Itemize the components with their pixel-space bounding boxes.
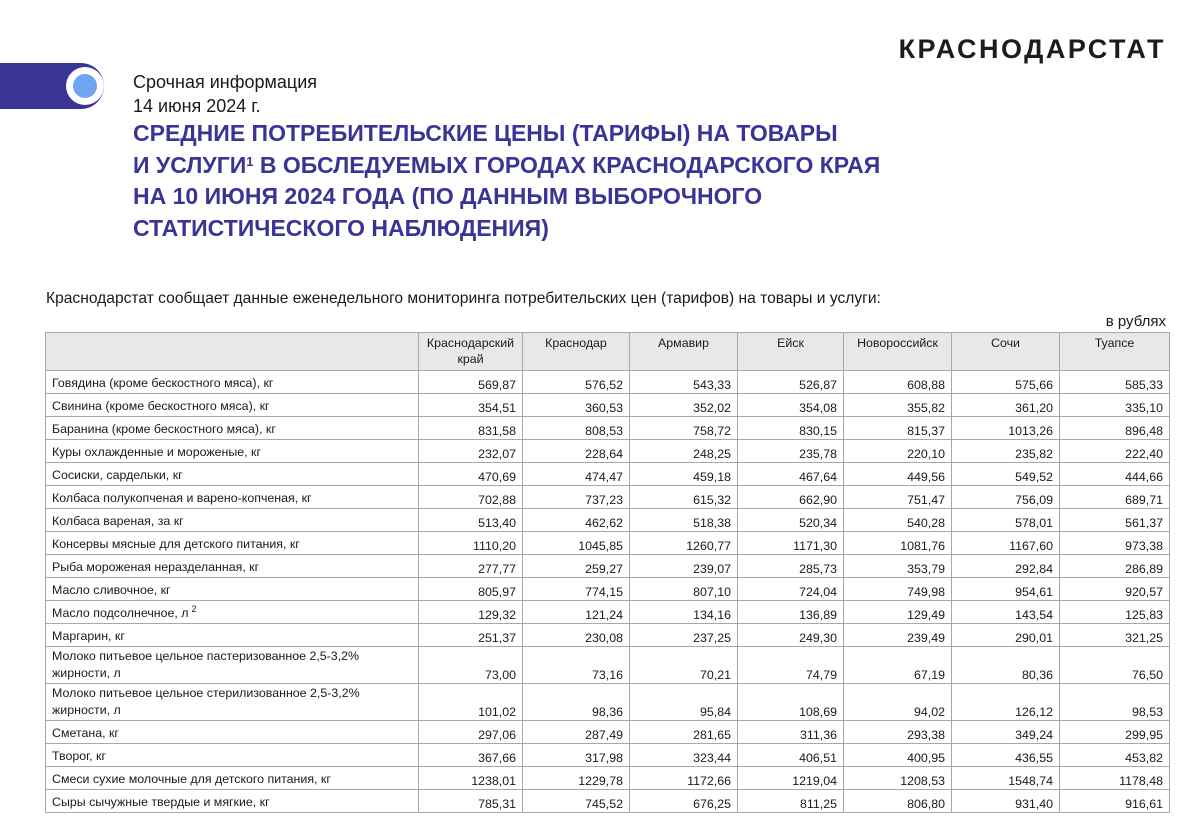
prices-table: [45, 332, 1170, 813]
price-cell: 920,57: [1060, 578, 1170, 601]
price-cell: 321,25: [1060, 624, 1170, 647]
price-cell: 248,25: [630, 440, 738, 463]
table-row: [46, 532, 1170, 555]
price-cell: 1172,66: [630, 767, 738, 790]
item-name-cell: [46, 509, 419, 532]
price-cell: 299,95: [1060, 721, 1170, 744]
item-name-cell: [46, 578, 419, 601]
price-cell: 354,08: [738, 394, 844, 417]
price-cell: 1013,26: [952, 417, 1060, 440]
price-cell: 676,25: [630, 790, 738, 813]
price-cell: 805,97: [419, 578, 523, 601]
column-header: Ейск: [738, 333, 844, 371]
item-name-cell: [46, 721, 419, 744]
price-cell: 1178,48: [1060, 767, 1170, 790]
price-cell: 287,49: [523, 721, 630, 744]
item-name: Творог, кг: [52, 749, 106, 763]
price-cell: 108,69: [738, 684, 844, 721]
price-cell: 292,84: [952, 555, 1060, 578]
table-row: [46, 578, 1170, 601]
price-cell: 543,33: [630, 371, 738, 394]
price-cell: 73,00: [419, 647, 523, 684]
table-row: [46, 721, 1170, 744]
price-cell: 578,01: [952, 509, 1060, 532]
krasnodarstat-logo: КРАСНОДАРСТАТ: [898, 34, 1166, 64]
price-cell: 251,37: [419, 624, 523, 647]
table-row: [46, 790, 1170, 813]
price-cell: 831,58: [419, 417, 523, 440]
price-cell: 355,82: [844, 394, 952, 417]
price-cell: 235,78: [738, 440, 844, 463]
price-cell: 94,02: [844, 684, 952, 721]
price-cell: 745,52: [523, 790, 630, 813]
price-cell: 785,31: [419, 790, 523, 813]
table-row: [46, 463, 1170, 486]
title-line-2: [133, 150, 1033, 182]
item-name: Куры охлажденные и мороженые, кг: [52, 445, 261, 459]
price-cell: 549,52: [952, 463, 1060, 486]
price-cell: 896,48: [1060, 417, 1170, 440]
price-cell: 1171,30: [738, 532, 844, 555]
price-cell: 297,06: [419, 721, 523, 744]
price-cell: 585,33: [1060, 371, 1170, 394]
price-cell: 353,79: [844, 555, 952, 578]
price-cell: 235,82: [952, 440, 1060, 463]
price-cell: 444,66: [1060, 463, 1170, 486]
table-row: [46, 767, 1170, 790]
price-cell: 689,71: [1060, 486, 1170, 509]
price-cell: 815,37: [844, 417, 952, 440]
table-row: [46, 601, 1170, 624]
item-name: Свинина (кроме бескостного мяса), кг: [52, 399, 270, 413]
price-cell: 830,15: [738, 417, 844, 440]
price-cell: 1081,76: [844, 532, 952, 555]
unit-label: в рублях: [1105, 313, 1166, 330]
price-cell: 259,27: [523, 555, 630, 578]
price-cell: 973,38: [1060, 532, 1170, 555]
price-cell: 232,07: [419, 440, 523, 463]
price-cell: 98,53: [1060, 684, 1170, 721]
column-header: Армавир: [630, 333, 738, 371]
price-cell: 808,53: [523, 417, 630, 440]
price-cell: 1110,20: [419, 532, 523, 555]
price-cell: 286,89: [1060, 555, 1170, 578]
price-cell: 751,47: [844, 486, 952, 509]
item-name-cell: [46, 417, 419, 440]
title-line-4: СТАТИСТИЧЕСКОГО НАБЛЮДЕНИЯ): [133, 214, 549, 241]
item-name-cell: [46, 744, 419, 767]
price-cell: 916,61: [1060, 790, 1170, 813]
price-cell: 931,40: [952, 790, 1060, 813]
title-line-1: СРЕДНИЕ ПОТРЕБИТЕЛЬСКИЕ ЦЕНЫ (ТАРИФЫ) НА ТОВАРЫ: [133, 120, 838, 146]
item-name: Сыры сычужные твердые и мягкие, кг: [52, 795, 270, 809]
price-cell: 608,88: [844, 371, 952, 394]
price-cell: 323,44: [630, 744, 738, 767]
item-name-cell: [46, 486, 419, 509]
price-cell: 349,24: [952, 721, 1060, 744]
price-cell: 569,87: [419, 371, 523, 394]
item-name: Колбаса полукопченая и варено-копченая, кг: [52, 491, 312, 505]
column-header-item: [46, 333, 419, 371]
price-cell: 361,20: [952, 394, 1060, 417]
item-name-cell: [46, 532, 419, 555]
price-cell: 470,69: [419, 463, 523, 486]
item-name: Консервы мясные для детского питания, кг: [52, 537, 300, 551]
table-row: [46, 394, 1170, 417]
table-row: [46, 624, 1170, 647]
price-cell: 129,49: [844, 601, 952, 624]
title-line-3: НА 10 ИЮНЯ 2024 ГОДА (ПО ДАННЫМ ВЫБОРОЧНОГО: [133, 183, 763, 209]
price-cell: 1167,60: [952, 532, 1060, 555]
price-cell: 474,47: [523, 463, 630, 486]
price-cell: 774,15: [523, 578, 630, 601]
price-cell: 134,16: [630, 601, 738, 624]
column-header: Новороссийск: [844, 333, 952, 371]
price-cell: 70,21: [630, 647, 738, 684]
price-cell: 222,40: [1060, 440, 1170, 463]
price-cell: 1260,77: [630, 532, 738, 555]
price-cell: 811,25: [738, 790, 844, 813]
price-cell: 1229,78: [523, 767, 630, 790]
price-cell: 526,87: [738, 371, 844, 394]
price-cell: 74,79: [738, 647, 844, 684]
price-cell: 518,38: [630, 509, 738, 532]
column-header: Сочи: [952, 333, 1060, 371]
title-line-2-start: И УСЛУГИ: [133, 151, 247, 178]
price-cell: 354,51: [419, 394, 523, 417]
release-info: [133, 70, 317, 118]
price-cell: 237,25: [630, 624, 738, 647]
item-name-cell: [46, 371, 419, 394]
price-cell: 126,12: [952, 684, 1060, 721]
table-row: [46, 647, 1170, 684]
item-name: Масло сливочное, кг: [52, 583, 171, 597]
price-cell: 1208,53: [844, 767, 952, 790]
price-cell: 954,61: [952, 578, 1060, 601]
price-cell: 1238,01: [419, 767, 523, 790]
table-body: [46, 371, 1170, 813]
price-cell: 561,37: [1060, 509, 1170, 532]
item-name-cell: [46, 684, 419, 721]
item-name: Баранина (кроме бескостного мяса), кг: [52, 422, 276, 436]
price-cell: 467,64: [738, 463, 844, 486]
price-cell: 311,36: [738, 721, 844, 744]
table-header-row: [46, 333, 1170, 371]
price-cell: 249,30: [738, 624, 844, 647]
item-name: Сосиски, сардельки, кг: [52, 468, 183, 482]
price-cell: 737,23: [523, 486, 630, 509]
price-cell: 806,80: [844, 790, 952, 813]
price-cell: 285,73: [738, 555, 844, 578]
price-cell: 749,98: [844, 578, 952, 601]
price-cell: 520,34: [738, 509, 844, 532]
price-cell: 702,88: [419, 486, 523, 509]
column-header: Краснодарский край: [419, 333, 523, 371]
price-cell: 724,04: [738, 578, 844, 601]
price-cell: 462,62: [523, 509, 630, 532]
page-title: [133, 118, 1033, 244]
price-cell: 290,01: [952, 624, 1060, 647]
price-cell: 121,24: [523, 601, 630, 624]
table-row: [46, 486, 1170, 509]
item-name-cell: [46, 790, 419, 813]
item-name-cell: [46, 767, 419, 790]
price-cell: 540,28: [844, 509, 952, 532]
price-cell: 239,49: [844, 624, 952, 647]
item-name: Рыба мороженая неразделанная, кг: [52, 560, 260, 574]
price-cell: 101,02: [419, 684, 523, 721]
title-footnote-mark: 1: [246, 153, 254, 169]
item-name: Маргарин, кг: [52, 629, 125, 643]
price-cell: 513,40: [419, 509, 523, 532]
price-cell: 352,02: [630, 394, 738, 417]
price-cell: 449,56: [844, 463, 952, 486]
release-kind: Срочная информация: [133, 72, 318, 92]
item-name-cell: [46, 601, 419, 624]
price-cell: 367,66: [419, 744, 523, 767]
table-row: [46, 555, 1170, 578]
item-name-cell: [46, 394, 419, 417]
price-cell: 129,32: [419, 601, 523, 624]
item-name: Молоко питьевое цельное пастеризованное 2,5-3,2% жирности, л: [52, 649, 360, 680]
item-name-cell: [46, 463, 419, 486]
price-cell: 228,64: [523, 440, 630, 463]
item-name-cell: [46, 624, 419, 647]
price-cell: 576,52: [523, 371, 630, 394]
accent-dot-decoration: [73, 74, 97, 98]
table-row: [46, 744, 1170, 767]
price-cell: 360,53: [523, 394, 630, 417]
table-row: [46, 371, 1170, 394]
price-cell: 281,65: [630, 721, 738, 744]
item-name: Масло подсолнечное, л: [52, 606, 189, 620]
item-name: Говядина (кроме бескостного мяса), кг: [52, 376, 274, 390]
price-cell: 143,54: [952, 601, 1060, 624]
price-cell: 1548,74: [952, 767, 1060, 790]
price-cell: 459,18: [630, 463, 738, 486]
price-cell: 317,98: [523, 744, 630, 767]
price-cell: 615,32: [630, 486, 738, 509]
price-cell: 807,10: [630, 578, 738, 601]
price-cell: 400,95: [844, 744, 952, 767]
price-cell: 1045,85: [523, 532, 630, 555]
item-name: Молоко питьевое цельное стерилизованное 2,5-3,2% жирности, л: [52, 686, 360, 717]
price-cell: 76,50: [1060, 647, 1170, 684]
price-cell: 453,82: [1060, 744, 1170, 767]
price-cell: 758,72: [630, 417, 738, 440]
price-cell: 73,16: [523, 647, 630, 684]
price-cell: 230,08: [523, 624, 630, 647]
table-row: [46, 440, 1170, 463]
item-name-cell: [46, 647, 419, 684]
price-cell: 277,77: [419, 555, 523, 578]
price-cell: 220,10: [844, 440, 952, 463]
item-name: Сметана, кг: [52, 726, 119, 740]
price-cell: 67,19: [844, 647, 952, 684]
table-row: [46, 417, 1170, 440]
price-cell: 239,07: [630, 555, 738, 578]
price-cell: 98,36: [523, 684, 630, 721]
price-cell: 756,09: [952, 486, 1060, 509]
intro-text: Краснодарстат сообщает данные еженедельного мониторинга потребительских цен (тарифов) на товары и услуги:: [46, 290, 881, 307]
item-name: Колбаса вареная, за кг: [52, 514, 184, 528]
item-name-cell: [46, 555, 419, 578]
price-cell: 436,55: [952, 744, 1060, 767]
price-cell: 293,38: [844, 721, 952, 744]
price-cell: 1219,04: [738, 767, 844, 790]
release-date: 14 июня 2024 г.: [133, 96, 261, 116]
column-header: Краснодар: [523, 333, 630, 371]
price-cell: 335,10: [1060, 394, 1170, 417]
price-cell: 80,36: [952, 647, 1060, 684]
item-name: Смеси сухие молочные для детского питания, кг: [52, 772, 331, 786]
price-cell: 575,66: [952, 371, 1060, 394]
column-header: Туапсе: [1060, 333, 1170, 371]
title-line-2-end: В ОБСЛЕДУЕМЫХ ГОРОДАХ КРАСНОДАРСКОГО КРАЯ: [253, 151, 881, 178]
table-row: [46, 684, 1170, 721]
item-footnote-mark: 2: [191, 604, 197, 614]
price-cell: 662,90: [738, 486, 844, 509]
table-row: [46, 509, 1170, 532]
price-cell: 125,83: [1060, 601, 1170, 624]
price-cell: 406,51: [738, 744, 844, 767]
item-name-cell: [46, 440, 419, 463]
price-cell: 95,84: [630, 684, 738, 721]
price-cell: 136,89: [738, 601, 844, 624]
